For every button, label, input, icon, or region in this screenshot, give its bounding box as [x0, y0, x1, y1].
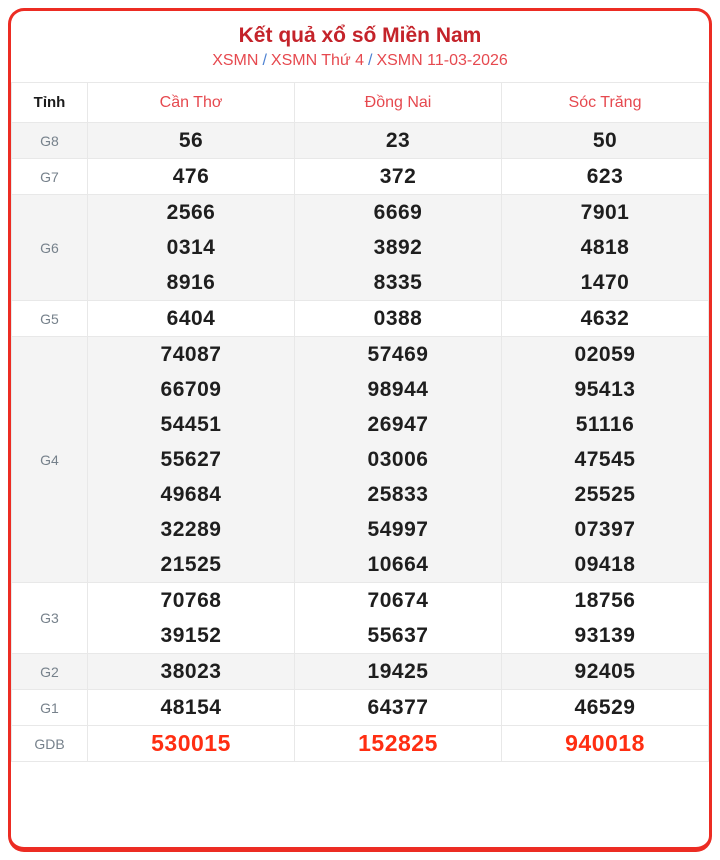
- results-table-body: [12, 123, 709, 762]
- result-number: 03006: [367, 448, 429, 471]
- result-number: 70674: [367, 589, 429, 612]
- result-cell: [88, 123, 295, 159]
- result-number: 02059: [574, 343, 636, 366]
- table-row: [12, 726, 709, 762]
- prize-label: G4: [12, 337, 88, 583]
- column-header-province: Tỉnh: [12, 83, 88, 123]
- breadcrumb-link[interactable]: XSMN 11-03-2026: [376, 52, 508, 69]
- result-cell: [502, 123, 709, 159]
- result-number: 2566: [166, 201, 216, 224]
- result-number: 25525: [574, 483, 636, 506]
- result-cell: [502, 337, 709, 583]
- result-number: 66709: [160, 378, 222, 401]
- result-number: 55627: [160, 448, 222, 471]
- result-number: 476: [172, 165, 210, 188]
- column-header-province-link[interactable]: Sóc Trăng: [502, 83, 709, 123]
- result-number: 21525: [160, 553, 222, 576]
- result-cell: [88, 159, 295, 195]
- result-number: 4818: [580, 236, 630, 259]
- result-number: 372: [379, 165, 417, 188]
- result-number: 09418: [574, 553, 636, 576]
- result-cell: [295, 195, 502, 301]
- table-row: [12, 583, 709, 654]
- result-number: 46529: [574, 696, 636, 719]
- result-number: 47545: [574, 448, 636, 471]
- prize-label: G8: [12, 123, 88, 159]
- result-number: 4632: [580, 307, 630, 330]
- result-cell: [88, 301, 295, 337]
- prize-label: G6: [12, 195, 88, 301]
- result-number: 64377: [367, 696, 429, 719]
- page-title: Kết quả xổ số Miền Nam: [238, 24, 482, 47]
- breadcrumb-link[interactable]: XSMN Thứ 4: [270, 52, 364, 69]
- breadcrumb: [11, 52, 709, 70]
- prize-label: G1: [12, 690, 88, 726]
- result-cell: [502, 301, 709, 337]
- table-row: [12, 195, 709, 301]
- lottery-results-card: [8, 8, 712, 852]
- result-cell: [88, 337, 295, 583]
- result-number: 48154: [160, 696, 222, 719]
- prize-label: G2: [12, 654, 88, 690]
- result-number: 18756: [574, 589, 636, 612]
- result-number: 74087: [160, 343, 222, 366]
- result-cell: [502, 195, 709, 301]
- result-cell: [295, 337, 502, 583]
- result-cell: [88, 583, 295, 654]
- result-number: 940018: [565, 730, 645, 756]
- result-cell: [502, 159, 709, 195]
- result-number: 26947: [367, 413, 429, 436]
- result-number: 39152: [160, 624, 222, 647]
- result-cell: [88, 195, 295, 301]
- result-number: 38023: [160, 660, 222, 683]
- results-table: [11, 82, 709, 762]
- result-cell: [295, 654, 502, 690]
- result-cell: [295, 690, 502, 726]
- result-cell: [295, 583, 502, 654]
- result-number: 3892: [373, 236, 423, 259]
- result-number: 93139: [574, 624, 636, 647]
- result-number: 32289: [160, 518, 222, 541]
- table-row: [12, 301, 709, 337]
- table-row: [12, 159, 709, 195]
- result-number: 19425: [367, 660, 429, 683]
- result-cell: [88, 690, 295, 726]
- result-number: 49684: [160, 483, 222, 506]
- result-number: 51116: [575, 413, 635, 436]
- prize-label: G7: [12, 159, 88, 195]
- result-cell: [88, 726, 295, 762]
- column-header-province-link[interactable]: Cần Thơ: [88, 83, 295, 123]
- result-number: 6669: [373, 201, 423, 224]
- result-number: 92405: [574, 660, 636, 683]
- result-number: 98944: [367, 378, 429, 401]
- result-cell: [502, 726, 709, 762]
- result-number: 54997: [367, 518, 429, 541]
- result-cell: [295, 159, 502, 195]
- table-row: [12, 654, 709, 690]
- result-number: 55637: [367, 624, 429, 647]
- breadcrumb-separator: /: [262, 52, 267, 69]
- result-cell: [295, 726, 502, 762]
- result-number: 152825: [358, 730, 438, 756]
- table-row: [12, 123, 709, 159]
- result-number: 23: [385, 129, 411, 152]
- result-number: 70768: [160, 589, 222, 612]
- result-number: 8335: [373, 271, 423, 294]
- result-cell: [502, 690, 709, 726]
- result-cell: [88, 654, 295, 690]
- result-number: 0314: [166, 236, 216, 259]
- breadcrumb-separator: /: [368, 52, 373, 69]
- result-number: 56: [178, 129, 204, 152]
- result-cell: [502, 583, 709, 654]
- breadcrumb-link[interactable]: XSMN: [212, 52, 259, 69]
- result-number: 10664: [367, 553, 429, 576]
- result-number: 07397: [574, 518, 636, 541]
- result-number: 0388: [373, 307, 423, 330]
- result-number: 50: [592, 129, 618, 152]
- prize-label: G5: [12, 301, 88, 337]
- result-number: 54451: [160, 413, 222, 436]
- result-cell: [502, 654, 709, 690]
- prize-label: GDB: [12, 726, 88, 762]
- result-number: 25833: [367, 483, 429, 506]
- result-number: 95413: [574, 378, 636, 401]
- column-header-province-link[interactable]: Đồng Nai: [295, 83, 502, 123]
- table-row: [12, 337, 709, 583]
- result-number: 8916: [166, 271, 216, 294]
- table-row: [12, 690, 709, 726]
- result-number: 623: [586, 165, 624, 188]
- result-cell: [295, 123, 502, 159]
- result-number: 1470: [580, 271, 630, 294]
- result-number: 57469: [367, 343, 429, 366]
- result-number: 530015: [151, 730, 231, 756]
- result-number: 7901: [580, 201, 630, 224]
- table-header-row: [12, 83, 709, 123]
- result-number: 6404: [166, 307, 216, 330]
- prize-label: G3: [12, 583, 88, 654]
- result-cell: [295, 301, 502, 337]
